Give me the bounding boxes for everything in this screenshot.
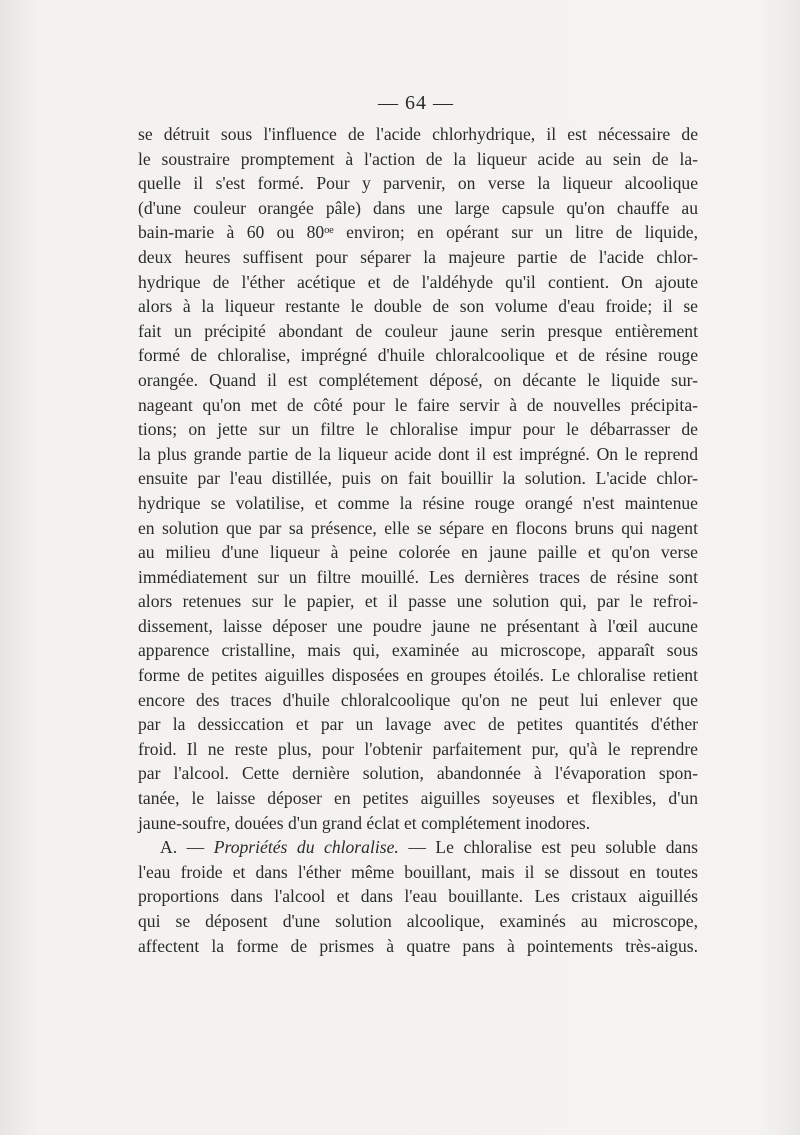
text-line: par l'alcool. Cette dernière solution, abandonnée à l'évaporation spon- <box>138 763 698 784</box>
text-line: proportions dans l'alcool et dans l'eau bouillante. Les cristaux aiguillés <box>138 886 698 907</box>
text-line: affectent la forme de prismes à quatre pans à pointements très-aigus. <box>138 935 698 956</box>
text-line: ensuite par l'eau distillée, puis on fait bouillir la solution. L'acide chlor- <box>138 468 698 489</box>
section-title: Propriétés du chloralise. <box>213 837 399 858</box>
text-line: alors à la liqueur restante le double de son volume d'eau froide; il se <box>138 296 698 317</box>
text-line: jaune-soufre, douées d'un grand éclat et complétement inodores. <box>138 812 591 833</box>
text-line: se détruit sous l'influence de l'acide chlorhydrique, il est nécessaire de <box>138 124 698 144</box>
text-line: bain-marie à 60 ou 80ᵒᵉ environ; en opérant sur un litre de liquide, <box>138 222 698 243</box>
text-line: orangée. Quand il est complétement déposé, on décante le liquide sur- <box>138 369 698 390</box>
text-line: quelle il s'est formé. Pour y parvenir, on verse la liqueur alcoolique <box>138 173 698 194</box>
text-line: forme de petites aiguilles disposées en groupes étoilés. Le chloralise retient <box>138 665 698 686</box>
text-line: formé de chloralise, imprégné d'huile chloralcoolique et de résine rouge <box>138 345 698 366</box>
text-line: tions; on jette sur un filtre le chloralise impur pour le débarrasser de <box>138 419 698 440</box>
text-line: alors retenues sur le papier, et il passe une solution qui, par le refroi- <box>138 591 698 612</box>
text-line: l'eau froide et dans l'éther même bouillant, mais il se dissout en toutes <box>138 861 698 882</box>
section-label: A. — <box>160 837 205 858</box>
text-line: deux heures suffisent pour séparer la majeure partie de l'acide chlor- <box>138 246 698 267</box>
text-line: en solution que par sa présence, elle se sépare en flocons bruns qui nagent <box>138 517 698 538</box>
body-text <box>138 122 698 958</box>
text-line: le soustraire promptement à l'action de la liqueur acide au sein de la- <box>138 148 698 169</box>
text-line: immédiatement sur un filtre mouillé. Les dernières traces de résine sont <box>138 566 698 587</box>
text-line: par la dessiccation et par un lavage avec de petites quantités d'éther <box>138 714 698 735</box>
section-first-line-text: — Le chloralise est peu soluble dans <box>408 837 698 858</box>
text-line: tanée, le laisse déposer en petites aiguilles soyeuses et flexibles, d'un <box>138 788 698 809</box>
text-line: hydrique de l'éther acétique et de l'aldéhyde qu'il contient. On ajoute <box>138 271 698 292</box>
text-line: (d'une couleur orangée pâle) dans une large capsule qu'on chauffe au <box>138 197 698 218</box>
text-line: fait un précipité abondant de couleur jaune serin presque entièrement <box>138 320 698 341</box>
text-line: nageant qu'on met de côté pour le faire servir à de nouvelles précipita- <box>138 394 698 415</box>
text-line: dissement, laisse déposer une poudre jaune ne présentant à l'œil aucune <box>138 615 698 636</box>
text-line: hydrique se volatilise, et comme la résine rouge orangé n'est maintenue <box>138 492 698 513</box>
text-line: au milieu d'une liqueur à peine colorée en jaune paille et qu'on verse <box>138 542 698 563</box>
text-line: qui se déposent d'une solution alcoolique, examinés au microscope, <box>138 911 698 931</box>
text-line: encore des traces d'huile chloralcoolique qu'on ne peut lui enlever que <box>138 689 698 710</box>
text-line: la plus grande partie de la liqueur acide dont il est imprégné. On le reprend <box>138 443 698 464</box>
text-line: froid. Il ne reste plus, pour l'obtenir parfaitement pur, qu'à le reprendre <box>138 738 698 759</box>
text-line: apparence cristalline, mais qui, examinée au microscope, apparaît sous <box>138 640 698 661</box>
section-heading-line <box>138 835 698 860</box>
page-number: — 64 — <box>378 92 454 114</box>
